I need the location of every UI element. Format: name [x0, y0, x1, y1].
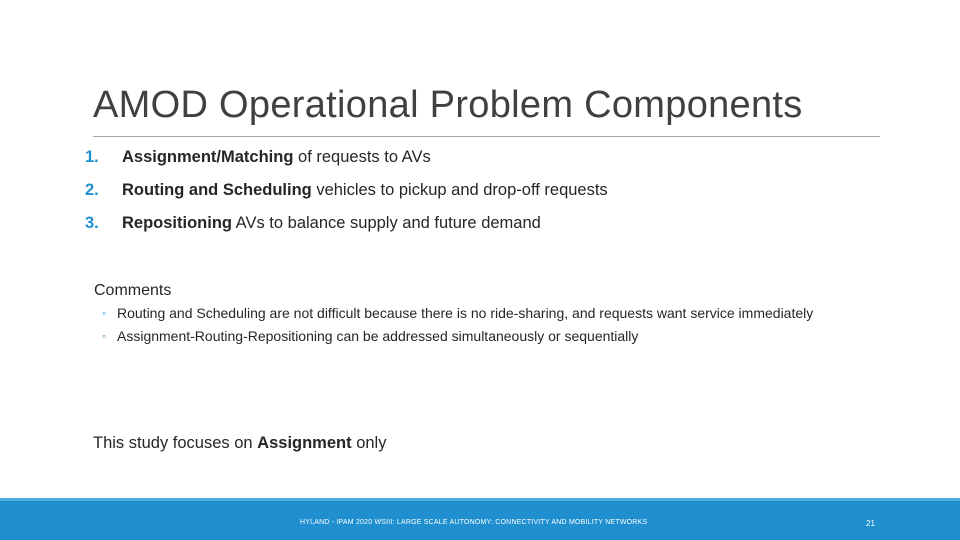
slide-title: AMOD Operational Problem Components — [93, 84, 803, 126]
study-focus-statement — [93, 434, 386, 453]
list-item-bold: Assignment/Matching — [122, 148, 294, 166]
comments-list — [102, 304, 862, 345]
bullet-icon: ◦ — [102, 329, 107, 343]
list-number: 3. — [85, 214, 99, 232]
page-number: 21 — [866, 519, 875, 528]
focus-text-pre: This study focuses on — [93, 434, 258, 452]
list-number: 1. — [85, 148, 99, 166]
comment-text: Routing and Scheduling are not difficult because there is no ride-sharing, and requests want service immediately — [117, 305, 814, 321]
comment-item — [102, 304, 862, 322]
title-divider — [93, 136, 880, 137]
comment-item — [102, 327, 862, 345]
list-item-text: vehicles to pickup and drop-off requests — [311, 181, 608, 199]
comments-heading: Comments — [94, 282, 172, 299]
list-item-bold: Repositioning — [122, 214, 232, 232]
comment-text: Assignment-Routing-Repositioning can be addressed simultaneously or sequentially — [117, 328, 639, 344]
list-item-text: of requests to AVs — [293, 148, 431, 166]
bullet-icon: ◦ — [102, 306, 107, 320]
footer-stripe — [0, 498, 960, 501]
focus-text-bold: Assignment — [257, 434, 352, 452]
list-item-text: AVs to balance supply and future demand — [232, 214, 541, 232]
list-item-bold: Routing and Scheduling — [122, 181, 312, 199]
list-number: 2. — [85, 181, 99, 199]
footer-text: HYLAND - IPAM 2020 WSIII: LARGE SCALE AUTONOMY: CONNECTIVITY AND MOBILITY NETWORKS — [300, 519, 648, 526]
focus-text-post: only — [351, 434, 387, 452]
